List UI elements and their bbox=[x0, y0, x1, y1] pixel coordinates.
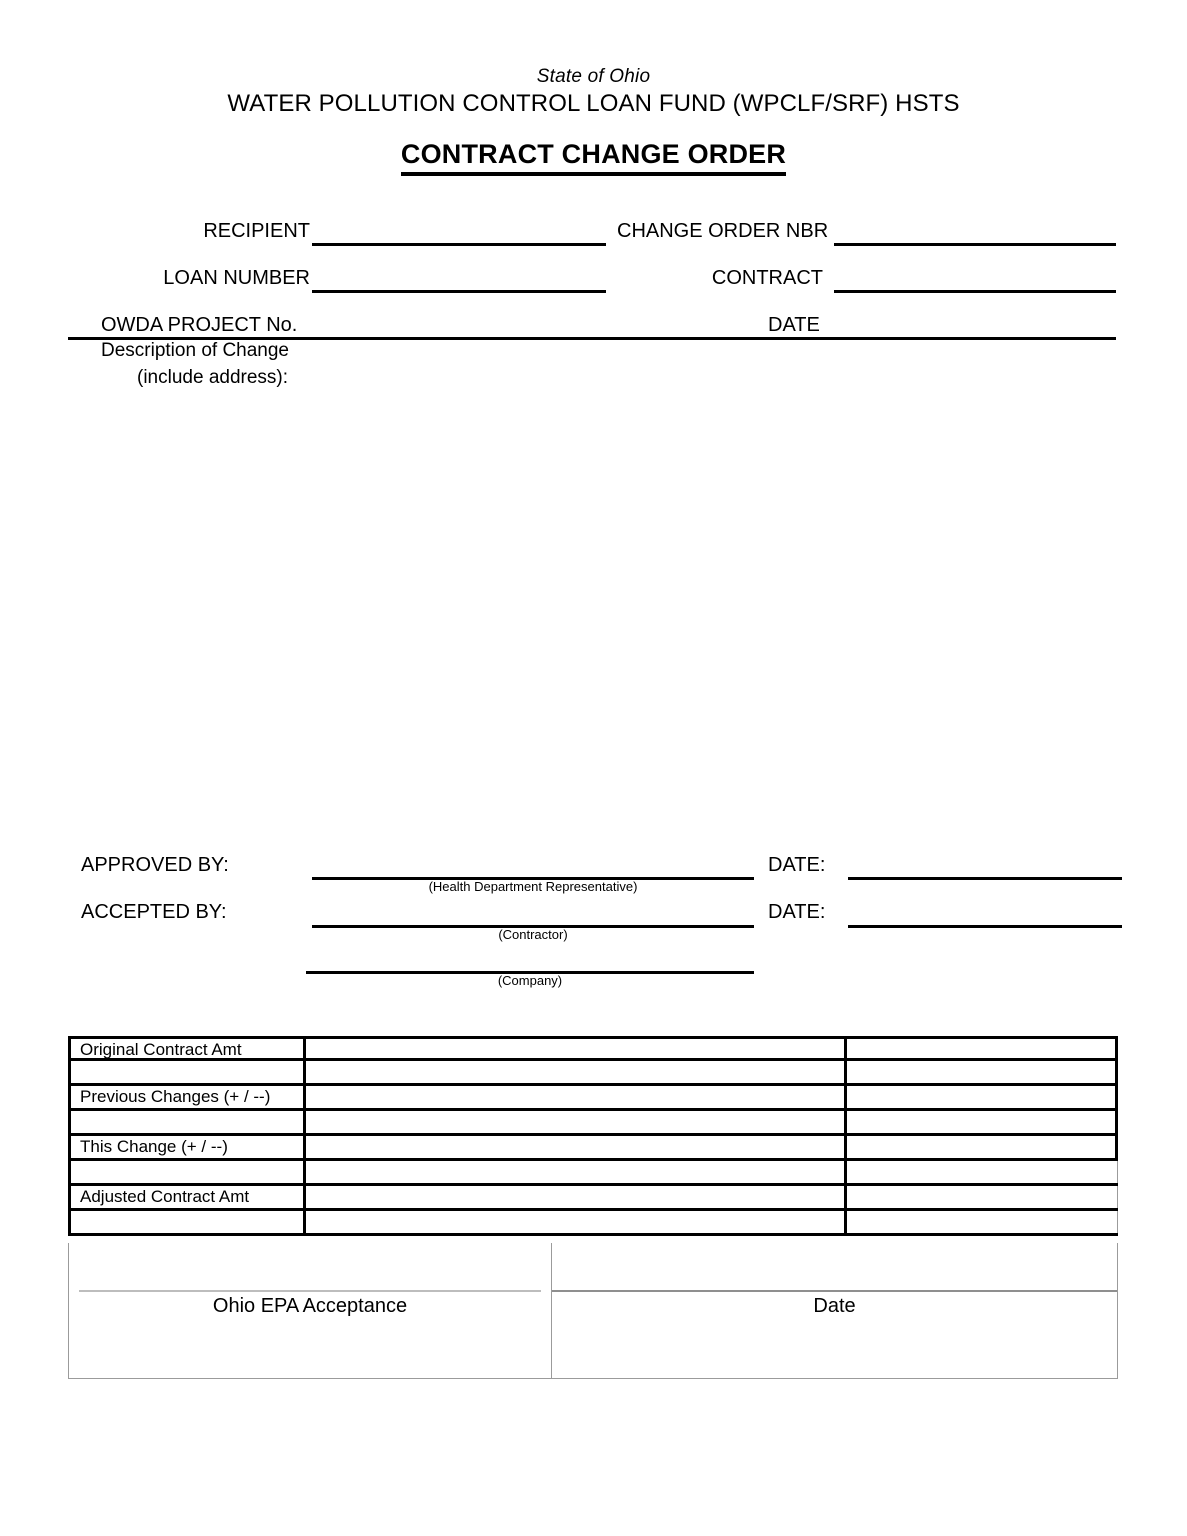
amount-row-secondary-field[interactable] bbox=[847, 1086, 1118, 1108]
table-row bbox=[68, 1086, 1118, 1111]
epa-acceptance-caption: Ohio EPA Acceptance bbox=[212, 1295, 408, 1317]
amount-row-label bbox=[68, 1161, 306, 1183]
amount-row-label bbox=[68, 1211, 306, 1233]
header-state-line: State of Ohio bbox=[536, 66, 651, 87]
page-title bbox=[0, 139, 1187, 170]
ohio-epa-acceptance-box bbox=[68, 1243, 1118, 1379]
amount-row-secondary-field[interactable] bbox=[847, 1186, 1118, 1208]
contract-input-rule[interactable] bbox=[834, 290, 1116, 293]
table-row bbox=[68, 1186, 1118, 1211]
amount-row-value-field[interactable] bbox=[306, 1061, 847, 1083]
recipient-input-rule[interactable] bbox=[312, 243, 606, 246]
loan-number-label: LOAN NUMBER bbox=[163, 267, 310, 289]
page-title-text: CONTRACT CHANGE ORDER bbox=[401, 139, 786, 176]
amount-row-secondary-field[interactable] bbox=[847, 1061, 1118, 1083]
date-label: DATE bbox=[768, 314, 820, 336]
amount-row-value-field[interactable] bbox=[306, 1039, 847, 1058]
amount-row-label: This Change (+ / --) bbox=[68, 1136, 306, 1158]
table-row bbox=[68, 1211, 1118, 1236]
amount-row-value-field[interactable] bbox=[306, 1186, 847, 1208]
amount-row-secondary-field[interactable] bbox=[847, 1211, 1118, 1233]
loan-number-input-rule[interactable] bbox=[312, 290, 606, 293]
epa-date-rule[interactable] bbox=[552, 1290, 1117, 1292]
approved-by-caption: (Health Department Representative) bbox=[428, 879, 638, 894]
amount-row-secondary-field[interactable] bbox=[847, 1161, 1118, 1183]
recipient-label: RECIPIENT bbox=[203, 220, 310, 242]
amount-row-value-field[interactable] bbox=[306, 1161, 847, 1183]
accepted-by-caption: (Contractor) bbox=[498, 927, 568, 942]
epa-date-cell bbox=[552, 1243, 1117, 1378]
change-order-nbr-input-rule[interactable] bbox=[834, 243, 1116, 246]
contract-label: CONTRACT bbox=[711, 267, 823, 289]
amount-row-label: Original Contract Amt bbox=[68, 1039, 306, 1058]
accepted-date-label: DATE: bbox=[768, 901, 826, 923]
amount-row-label: Previous Changes (+ / --) bbox=[68, 1086, 306, 1108]
amount-row-value-field[interactable] bbox=[306, 1136, 847, 1158]
amount-row-value-field[interactable] bbox=[306, 1086, 847, 1108]
amount-row-label bbox=[68, 1111, 306, 1133]
accepted-by-label: ACCEPTED BY: bbox=[81, 901, 227, 923]
amount-row-label: Adjusted Contract Amt bbox=[68, 1186, 306, 1208]
amount-row-label bbox=[68, 1061, 306, 1083]
epa-signature-rule[interactable] bbox=[79, 1290, 541, 1292]
owda-project-label: OWDA PROJECT No. bbox=[101, 314, 298, 336]
table-row bbox=[68, 1036, 1118, 1061]
contract-amounts-table bbox=[68, 1036, 1118, 1236]
amount-row-secondary-field[interactable] bbox=[847, 1111, 1118, 1133]
description-of-change-area[interactable] bbox=[101, 398, 1116, 828]
approved-by-label: APPROVED BY: bbox=[81, 854, 229, 876]
description-label-line-2: (include address): bbox=[137, 367, 289, 388]
table-row bbox=[68, 1161, 1118, 1186]
amount-row-secondary-field[interactable] bbox=[847, 1136, 1118, 1158]
epa-date-caption: Date bbox=[813, 1295, 856, 1317]
header-organization-line: WATER POLLUTION CONTROL LOAN FUND (WPCLF/SRF) HSTS bbox=[227, 90, 960, 117]
description-label-line-1: Description of Change bbox=[101, 340, 289, 361]
amount-row-secondary-field[interactable] bbox=[847, 1039, 1118, 1058]
table-row bbox=[68, 1136, 1118, 1161]
amount-row-value-field[interactable] bbox=[306, 1111, 847, 1133]
approved-date-label: DATE: bbox=[768, 854, 826, 876]
amount-row-value-field[interactable] bbox=[306, 1211, 847, 1233]
epa-acceptance-cell bbox=[69, 1243, 552, 1378]
approved-date-input-rule[interactable] bbox=[848, 877, 1122, 880]
table-row bbox=[68, 1061, 1118, 1086]
accepted-date-input-rule[interactable] bbox=[848, 925, 1122, 928]
company-caption: (Company) bbox=[497, 973, 563, 988]
change-order-nbr-label: CHANGE ORDER NBR bbox=[617, 220, 829, 242]
table-row bbox=[68, 1111, 1118, 1136]
